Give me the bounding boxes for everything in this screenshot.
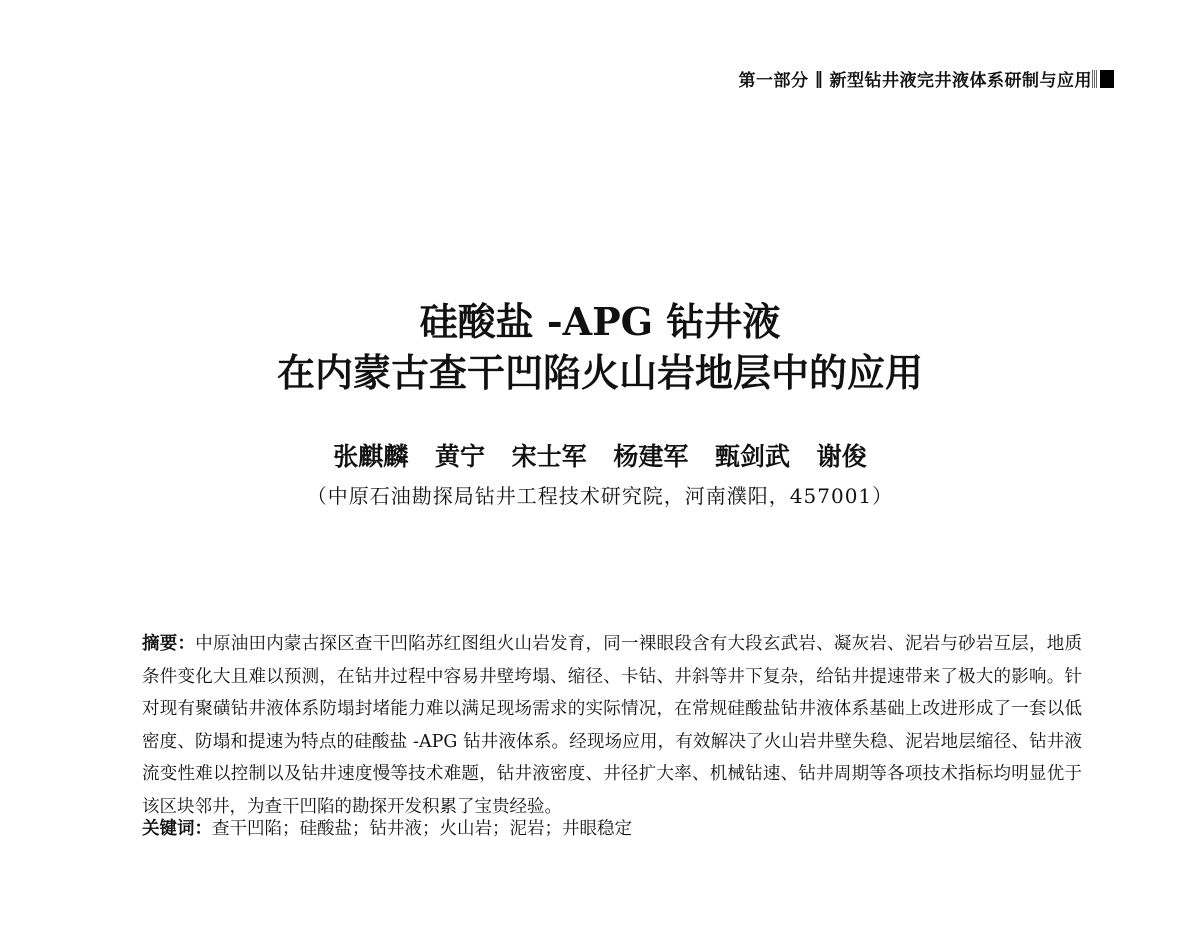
paper-title-line-1: 硅酸盐 -APG 钻井液 xyxy=(419,299,781,344)
author-list: 张麒麟 黄宁 宋士军 杨建军 甄剑武 谢俊 xyxy=(333,442,867,471)
abstract-label: 摘要： xyxy=(142,634,196,654)
paper-title-line-2: 在内蒙古查干凹陷火山岩地层中的应用 xyxy=(276,350,923,395)
section-marker-icon xyxy=(1100,70,1114,88)
running-header-part: 第一部分 xyxy=(738,71,809,91)
keywords-text: 查干凹陷；硅酸盐；钻井液；火山岩；泥岩；井眼稳定 xyxy=(212,819,632,839)
keywords-label: 关键词： xyxy=(142,819,212,839)
running-header-section-title: 新型钻井液完井液体系研制与应用 xyxy=(829,71,1092,91)
affiliation: （中原石油勘探局钻井工程技术研究院，河南濮阳，457001） xyxy=(306,484,894,508)
running-header-separator: ‖ xyxy=(814,68,824,89)
keywords xyxy=(142,813,1082,845)
running-header xyxy=(739,66,1115,91)
abstract-text: 中原油田内蒙古探区查干凹陷苏红图组火山岩发育，同一裸眼段含有大段玄武岩、凝灰岩、泥岩与砂岩互层，地质条件变化大且难以预测，在钻井过程中容易井壁垮塌、缩径、卡钻、井斜等井下复杂，给钻井提速带来了极大的影响。针对现有聚磺钻井液体系防塌封堵能力难以满足现场需求的实际情况，在常规硅酸盐钻井液体系基础上改进形成了一套以低密度、防塌和提速为特点的硅酸盐 -APG 钻井液体系。经现场应用，有效解决了火山岩井壁失稳、泥岩地层缩径、钻井液流变性难以控制以及钻井速度慢等技术难题，钻井液密度、井径扩大率、机械钻速、钻井周期等各项技术指标均明显优于该区块邻井，为查干凹陷的勘探开发积累了宝贵经验。 xyxy=(142,634,1083,817)
abstract xyxy=(142,628,1082,824)
paper-title xyxy=(0,296,1200,398)
